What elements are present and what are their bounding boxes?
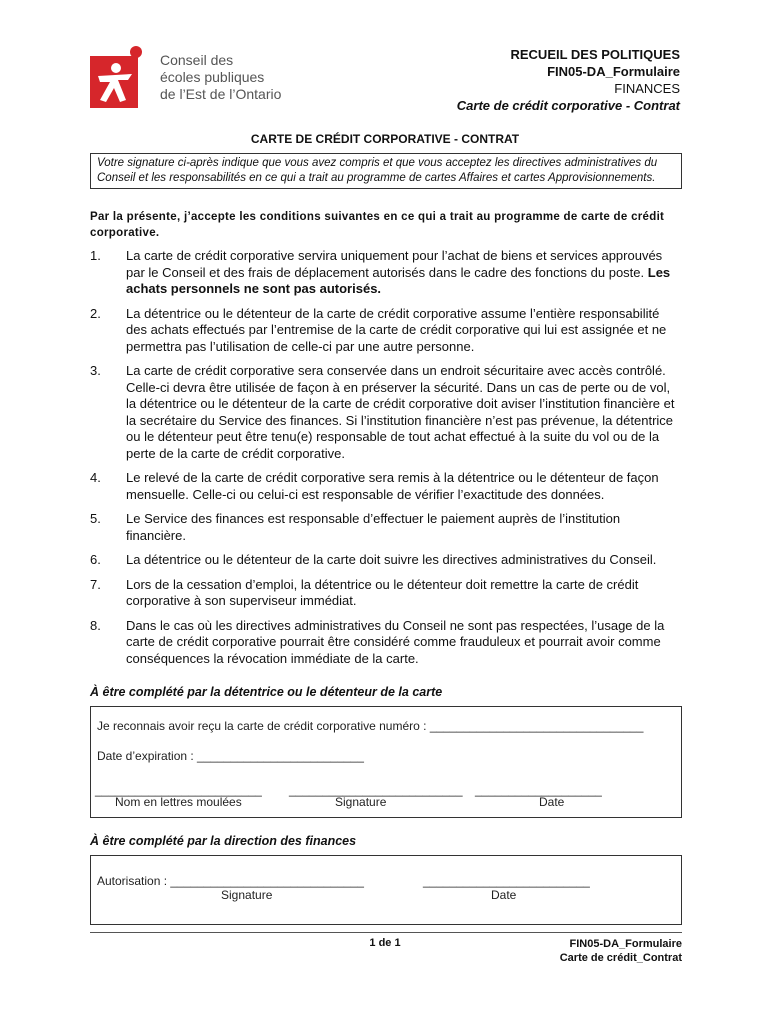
item-text: Le relevé de la carte de crédit corporative sera remis à la détentrice ou le détenteur de façon mensuelle. Celle-ci ou celui-ci est responsable de vérifier l’exactitude des données.	[126, 470, 659, 502]
list-item	[90, 511, 682, 544]
logo-line-3: de l’Est de l’Ontario	[160, 86, 282, 102]
conditions-list	[90, 248, 682, 675]
item-text: Dans le cas où les directives administratives du Conseil ne sont pas respectées, l’usage de la carte de crédit corporative pourrait être considéré comme frauduleux et pourrait avoir comme conséquences la révocation immédiate de la carte.	[126, 617, 665, 666]
finance-form-box	[90, 855, 682, 925]
note-box: Votre signature ci-après indique que vous avez compris et que vous acceptez les directives administratives du Conseil et les responsabilités en ce qui a trait au programme de cartes Affaires et cartes Approvisionnements.	[90, 153, 682, 189]
header-collection: RECUEIL DES POLITIQUES	[510, 47, 680, 62]
footer-form-code: FIN05-DA_Formulaire	[569, 938, 682, 950]
list-item	[90, 577, 682, 610]
list-item	[90, 618, 682, 668]
item-text: La détentrice ou le détenteur de la carte de crédit corporative assume l’entière responsabilité des achats effectués par l’entremise de la carte de crédit corporative qui lui est assignée et ne permettra pas l’utilisation de celle-ci par une autre personne.	[126, 305, 667, 354]
item-text: Lors de la cessation d’emploi, la détentrice ou le détenteur doit remettre la carte de crédit corporative à son superviseur immédiat.	[126, 576, 639, 608]
cardholder-section-title: À être complété par la détentrice ou le détenteur de la carte	[90, 685, 443, 699]
item-number: 4.	[90, 470, 101, 485]
header-subject: Carte de crédit corporative - Contrat	[456, 98, 680, 113]
header-department: FINANCES	[614, 81, 680, 96]
name-label: Nom en lettres moulées	[115, 795, 242, 809]
item-number: 7.	[90, 576, 101, 592]
page-number: 1 de 1	[369, 937, 401, 949]
item-text: La carte de crédit corporative servira uniquement pour l’achat de biens et services approuvés par le Conseil et des frais de déplacement autorisés dans le cadre des fonctions du poste.	[126, 248, 663, 280]
footer-form-title: Carte de crédit_Contrat	[559, 952, 682, 964]
authorization-date-label: Date	[491, 888, 517, 902]
date-label: Date	[539, 795, 565, 809]
logo-text	[160, 52, 281, 103]
logo	[88, 44, 308, 114]
logo-line-1: Conseil des	[160, 52, 234, 68]
name-field[interactable]: _________________________	[95, 783, 262, 797]
logo-line-2: écoles publiques	[160, 69, 265, 85]
list-item	[90, 363, 682, 462]
signature-field[interactable]: __________________________	[289, 783, 463, 797]
footer-reference	[560, 937, 682, 965]
list-item	[90, 306, 682, 356]
card-number-field[interactable]: Je reconnais avoir reçu la carte de crédit corporative numéro : ________________________________	[97, 719, 644, 733]
item-number: 6.	[90, 552, 101, 567]
item-bold-text: Les achats personnels ne sont pas autorisés.	[126, 264, 671, 296]
list-item	[90, 470, 682, 503]
footer-divider	[90, 932, 682, 933]
item-text: La carte de crédit corporative sera conservée dans un endroit sécuritaire avec accès contrôlé. Celle-ci devra être utilisée de façon à en préserver la sécurité. Dans un cas de perte ou de vol, la détentrice ou le détenteur de la carte de crédit corporative doit aviser l’institution financière et la secrétaire du Service des finances. Si l’institution financière n’est pas prévenue, la détentrice ou le détenteur peut être tenu(e) responsable de tout achat effectué à la suite du vol ou de la perte de la carte de crédit corporative.	[126, 363, 675, 461]
document-title: CARTE DE CRÉDIT CORPORATIVE - CONTRAT	[250, 132, 520, 146]
item-number: 1.	[90, 248, 101, 263]
document-header	[457, 46, 680, 114]
list-item	[90, 552, 682, 569]
authorization-date-field[interactable]: _________________________	[423, 874, 590, 888]
list-item	[90, 248, 682, 298]
cardholder-form-box	[90, 706, 682, 818]
item-number: 3.	[90, 363, 101, 378]
intro-paragraph: Par la présente, j’accepte les conditions suivantes en ce qui a trait au programme de carte de crédit corporative.	[90, 211, 665, 239]
finance-section-title: À être complété par la direction des finances	[90, 834, 357, 848]
authorization-field[interactable]: Autorisation : _____________________________	[97, 874, 364, 888]
date-field[interactable]: ___________________	[475, 783, 602, 797]
item-number: 5.	[90, 511, 101, 526]
signature-label: Signature	[335, 795, 387, 809]
expiry-date-field[interactable]: Date d’expiration : _________________________	[97, 749, 364, 763]
header-form-code: FIN05-DA_Formulaire	[547, 64, 680, 79]
item-text: Le Service des finances est responsable d’effectuer le paiement auprès de l’institution financière.	[126, 511, 621, 543]
authorization-signature-label: Signature	[221, 888, 273, 902]
item-number: 2.	[90, 305, 101, 321]
item-text: La détentrice ou le détenteur de la carte doit suivre les directives administratives du Conseil.	[126, 552, 657, 567]
logo-mark-icon	[88, 44, 150, 110]
item-number: 8.	[90, 617, 101, 633]
